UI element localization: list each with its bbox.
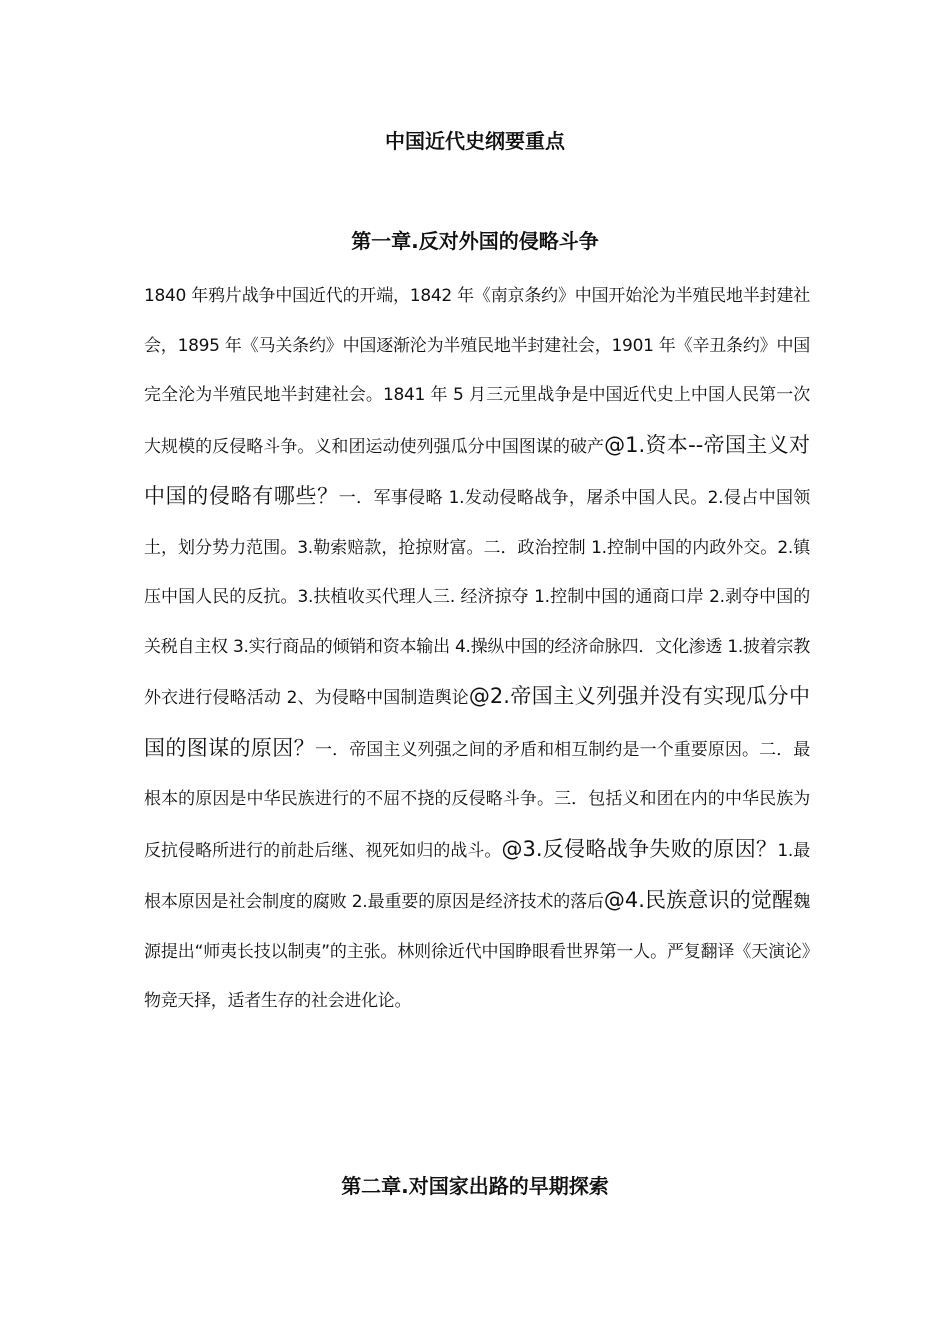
chapter-1-text-segment-4: 1.最根本原因是社会制度的腐败 2.最重要的原因是经济技术的落后	[144, 840, 810, 912]
chapter-1-text-segment-1: 1840 年鸦片战争中国近代的开端，1842 年《南京条约》中国开始沦为半殖民地半封建社会，1895 年《马关条约》中国逐渐沦为半殖民地半封建社会，1901 年《辛丑条约》中国完全沦为半殖民地半封建社会。1841 年 5 月三元里战争是中国近代史上中国人民第一次大规模的反侵略斗争。义和团运动使列强瓜分中国图谋的破产	[144, 286, 810, 457]
chapter-1-heading: 第一章.反对外国的侵略斗争	[351, 229, 599, 253]
question-3: @3.反侵略战争失败的原因？	[501, 836, 778, 861]
chapter-1-body	[144, 272, 810, 1027]
question-1: @1.资本--帝国主义对中国的侵略有哪些？	[144, 432, 810, 508]
document-title: 中国近代史纲要重点	[385, 129, 565, 153]
question-2: @2.帝国主义列强并没有实现瓜分中国的图谋的原因？	[144, 684, 810, 760]
chapter-1-text-segment-3: 一．帝国主义列强之间的矛盾和相互制约是一个重要原因。二．最根本的原因是中华民族进行的不屈不挠的反侵略斗争。三．包括义和团在内的中华民族为反抗侵略所进行的前赴后继、视死如归的战斗。	[144, 739, 810, 861]
question-4: @4.民族意识的觉醒	[603, 888, 794, 912]
chapter-1-text-segment-5: 魏源提出“师夷长技以制夷”的主张。林则徐近代中国睁眼看世界第一人。严复翻译《天演论》物竞天择，适者生存的社会进化论。	[144, 892, 810, 1011]
chapter-1-text-segment-2: 一．军事侵略 1.发动侵略战争，屠杀中国人民。2.侵占中国领土，划分势力范围。3.勒索赔款，抢掠财富。二．政治控制 1.控制中国的内政外交。2.镇压中国人民的反抗。3.扶植收买代理人三. 经济掠夺 1.控制中国的通商口岸 2.剥夺中国的关税自主权 3.实行商品的倾销和资本输出 4.操纵中国的经济命脉四．文化渗透 1.披着宗教外衣进行侵略活动 2、为侵略中国制造舆论	[144, 488, 811, 708]
chapter-2-heading: 第二章.对国家出路的早期探索	[341, 1174, 609, 1198]
